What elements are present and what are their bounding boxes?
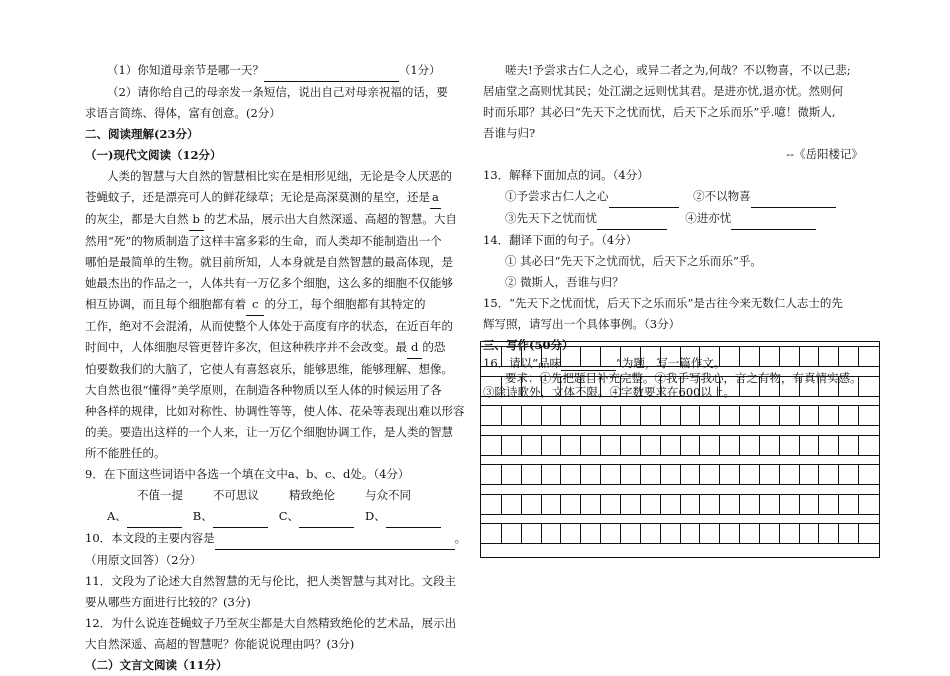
grid-row[interactable] [481,346,879,367]
grid-cell-divider [660,347,661,366]
grid-cell-divider [541,436,542,455]
grid-cell-divider [759,524,760,543]
grid-cell-divider [660,377,661,396]
question-12: 12．为什么说连苍蝇蚊子乃至灰尘都是大自然精致绝伦的艺术品，展示出 [85,616,457,630]
grid-cell-divider [779,465,780,484]
answer-blank[interactable] [609,186,679,208]
answer-blank-a[interactable] [127,506,182,528]
grid-cell-divider [739,465,740,484]
grid-row[interactable] [481,405,879,426]
grid-cell-divider [521,347,522,366]
grid-cell-divider [680,406,681,425]
grid-cell-divider [620,465,621,484]
grid-cell-divider [580,524,581,543]
grid-cell-divider [719,465,720,484]
grid-cell-divider [620,495,621,514]
grid-cell-divider [521,465,522,484]
question-13: 13．解释下面加点的词。（4分） [483,168,649,182]
grid-cell-divider [818,377,819,396]
grid-cell-divider [560,495,561,514]
grid-cell-divider [719,377,720,396]
grid-cell-divider [541,465,542,484]
grid-cell-divider [858,524,859,543]
grid-cell-divider [660,495,661,514]
grid-cell-divider [660,436,661,455]
grid-cell-divider [600,377,601,396]
question-9: 9．在下面这些词语中各选一个填在文中a、b、c、d处。（4分） [85,467,410,481]
left-column: （1）你知道母亲节是哪一天？ （1分） （2）请你给自己的母亲发一条短信，说出自己对母亲祝福的话，要 求语言简练、得体，富有创意。(2分） 二、阅读理解(23分） （一)现代文阅读（12分） 人类的智慧与大自然的智慧相比实在是相形见绌，无论是令人厌恶的 苍蝇蚊子，还是漂亮可人的鲜花绿草；无论是高深莫测的星空，还是 a 的灰尘，都是大自然 b 的艺术品，展示出大自然深遥、高超的智慧。大自 然用“死”的物质制造了这样丰富多彩的生命，而人类却不能制造出一个 哪怕是最简单的生物。就目前所知，人本身就是自然智慧的最高体现，是 她最杰出的作品之一，人体共有一万亿多个细胞，这么多的细胞不仅能够 相互协调，而且每个细胞都有着 c 的分工，每个细胞都有其特定的 工作，绝对不会混淆，从而使整个人体处于高度有序的状态，在近百年的 时间中，人体细胞尽管更替许多次，但这种秩序并不会改变。最 d 的恐 怕要数我们的大脑了，它使人有喜怒哀乐，能够思维，能够理解、想像。 大自然也很“懂得”美学原则，在制造各种物质以至人体的时候运用了各 种各样的规律，比如对称性、协调性等等，使人体、花朵等表现出难以形容 的美。要造出这样的一个人来，让一万亿个细胞协调工作，是人类的智慧 所不能胜任的。 9．在下面这些词语中各选一个填在文中a、b、c、d处。（4分） 不值一提 不可思议 精致绝伦 与众不同 A、 B、 C、 D、 10．本文段的主要内容是 。 （用原文回答）（2分） 11．文段为了论述大自然智慧的无与伦比，把人类智慧与其对比。文段主 要从哪些方面进行比较的？(3分) 12．为什么说连苍蝇蚊子乃至灰尘都是大自然精致绝伦的艺术品，展示出 大自然深遥、高超的智慧呢？你能说说理由吗？(3分) （二）文言文阅读（11分） [85,60,463,676]
grid-cell-divider [600,347,601,366]
grid-cell-divider [719,495,720,514]
grid-cell-divider [799,406,800,425]
grid-cell-divider [799,524,800,543]
grid-cell-divider [719,406,720,425]
grid-cell-divider [680,495,681,514]
grid-cell-divider [541,495,542,514]
grid-cell-divider [640,377,641,396]
grid-cell-divider [779,377,780,396]
word-choice: 不可思议 [213,488,259,502]
grid-row[interactable] [481,523,879,544]
answer-blank-b[interactable] [213,506,268,528]
grid-cell-divider [680,524,681,543]
grid-cell-divider [640,465,641,484]
grid-cell-divider [501,524,502,543]
grid-cell-divider [680,436,681,455]
grid-cell-divider [719,436,720,455]
answer-blank[interactable] [731,208,816,230]
grid-cell-divider [838,406,839,425]
blank-c: c [246,294,264,316]
word-choice: 与众不同 [365,488,411,502]
grid-cell-divider [620,406,621,425]
grid-cell-divider [560,465,561,484]
grid-cell-divider [580,465,581,484]
grid-cell-divider [600,495,601,514]
blank-b: b [189,209,204,231]
grid-cell-divider [620,347,621,366]
subsection-1-heading: （一)现代文阅读（12分） [85,148,222,162]
answer-blank[interactable] [597,208,667,230]
grid-cell-divider [838,495,839,514]
grid-cell-divider [799,377,800,396]
grid-cell-divider [640,524,641,543]
classical-passage: 嗟夫!予尝求古仁人之心，或异二者之为,何哉？不以物喜，不以己悲; [505,63,851,77]
grid-cell-divider [858,406,859,425]
grid-cell-divider [541,524,542,543]
grid-cell-divider [541,406,542,425]
grid-cell-divider [521,495,522,514]
grid-row[interactable] [481,494,879,515]
grid-cell-divider [779,406,780,425]
grid-cell-divider [779,436,780,455]
passage-source: --《岳阳楼记》 [786,147,863,161]
grid-cell-divider [739,436,740,455]
grid-cell-divider [858,347,859,366]
grid-cell-divider [560,524,561,543]
question-11: 11．文段为了论述大自然智慧的无与伦比，把人类智慧与其对比。文段主 [85,574,457,588]
grid-cell-divider [541,347,542,366]
grid-cell-divider [858,436,859,455]
question-7-2: （2）请你给自己的母亲发一条短信，说出自己对母亲祝福的话，要 [107,85,448,99]
grid-cell-divider [580,495,581,514]
grid-cell-divider [620,377,621,396]
writing-requirements: 要求：①先把题目补充完整。②我手写我心，言之有物，有真情实感。 [505,371,862,385]
answer-blank[interactable] [751,186,836,208]
grid-cell-divider [640,347,641,366]
answer-blank-c[interactable] [299,506,354,528]
question-16: 16．请以“品味 ”为题，写一篇作文。 [483,356,726,370]
grid-cell-divider [699,436,700,455]
grid-cell-divider [759,436,760,455]
grid-cell-divider [818,465,819,484]
word-choice: 精致绝伦 [289,488,335,502]
grid-cell-divider [620,524,621,543]
grid-cell-divider [818,406,819,425]
grid-cell-divider [501,406,502,425]
grid-cell-divider [818,347,819,366]
grid-cell-divider [640,495,641,514]
section-2-heading: 二、阅读理解(23分） [85,127,199,141]
grid-cell-divider [680,377,681,396]
grid-cell-divider [699,465,700,484]
grid-cell-divider [799,436,800,455]
grid-cell-divider [719,524,720,543]
grid-cell-divider [501,377,502,396]
grid-cell-divider [838,524,839,543]
grid-cell-divider [779,347,780,366]
grid-cell-divider [858,465,859,484]
question-14: 14．翻译下面的句子。（4分） [483,233,638,247]
grid-cell-divider [501,495,502,514]
grid-cell-divider [818,524,819,543]
question-7-1: （1）你知道母亲节是哪一天？ （1分） [85,60,463,82]
grid-cell-divider [560,436,561,455]
blank-a: a [430,187,441,209]
grid-cell-divider [739,495,740,514]
grid-row[interactable] [481,435,879,456]
grid-cell-divider [600,465,601,484]
grid-cell-divider [699,377,700,396]
answer-blank[interactable] [215,528,455,550]
grid-cell-divider [759,495,760,514]
grid-cell-divider [600,436,601,455]
grid-cell-divider [838,465,839,484]
grid-cell-divider [660,524,661,543]
grid-cell-divider [640,436,641,455]
blank-d: d [407,337,422,359]
grid-cell-divider [680,465,681,484]
grid-row[interactable] [481,464,879,485]
grid-cell-divider [779,524,780,543]
grid-cell-divider [838,436,839,455]
subsection-2-heading: （二）文言文阅读（11分） [85,658,228,672]
grid-cell-divider [818,495,819,514]
grid-cell-divider [719,347,720,366]
right-column: 嗟夫!予尝求古仁人之心，或异二者之为,何哉？不以物喜，不以己悲; 居庙堂之高则忧其民；处江湖之远则忧其君。是进亦忧,退亦忧。然则何 时而乐耶？其必曰“先天下之忧而忧，后天下之乐而乐”乎.噫！微斯人, 吾谁与归? --《岳阳楼记》 13．解释下面加点的词。（4分） ①予尝求古仁人之心 ②不以物喜 ③先天下之忧而忧 ④进亦忧 14．翻译下面的句子。（4分） ① 其必曰“先天下之忧而忧，后天下之乐而乐”乎。 ② 微斯人，吾谁与归？ 15．“先天下之忧而忧，后天下之乐而乐”是古往今来无数仁人志士的先 辉写照，请写出一个具体事例。（3分） 三、写作(50分） 16．请以“品味 ”为题，写一篇作文。 要求：①先把题目补充完整。②我手写我心，言之有物，有真情实感。 ③除诗歌外，文体不限。④字数要求在600以上。 [483,60,883,399]
grid-cell-divider [818,436,819,455]
grid-cell-divider [600,524,601,543]
grid-cell-divider [739,406,740,425]
grid-cell-divider [680,347,681,366]
grid-cell-divider [560,377,561,396]
grid-cell-divider [699,495,700,514]
grid-cell-divider [799,465,800,484]
grid-cell-divider [660,406,661,425]
grid-cell-divider [560,347,561,366]
grid-cell-divider [759,377,760,396]
grid-cell-divider [759,347,760,366]
grid-row[interactable] [481,376,879,397]
grid-cell-divider [541,377,542,396]
grid-cell-divider [521,524,522,543]
grid-cell-divider [739,377,740,396]
grid-cell-divider [699,406,700,425]
grid-cell-divider [600,406,601,425]
answer-blank[interactable] [264,60,399,82]
grid-cell-divider [501,465,502,484]
passage: 人类的智慧与大自然的智慧相比实在是相形见绌，无论是令人厌恶的 [107,169,452,183]
grid-cell-divider [620,436,621,455]
grid-cell-divider [759,465,760,484]
grid-cell-divider [858,377,859,396]
grid-cell-divider [799,347,800,366]
word-choice: 不值一提 [137,488,183,502]
grid-cell-divider [838,347,839,366]
grid-cell-divider [580,377,581,396]
grid-cell-divider [640,406,641,425]
grid-cell-divider [580,436,581,455]
grid-cell-divider [699,524,700,543]
grid-cell-divider [521,436,522,455]
grid-cell-divider [838,377,839,396]
grid-cell-divider [799,495,800,514]
grid-cell-divider [739,524,740,543]
grid-cell-divider [501,436,502,455]
grid-cell-divider [858,495,859,514]
grid-cell-divider [779,495,780,514]
word-choices [85,485,463,506]
section-3-heading: 三、写作(50分） [483,338,574,352]
composition-grid[interactable] [480,341,880,558]
grid-cell-divider [521,406,522,425]
grid-cell-divider [739,347,740,366]
grid-cell-divider [521,377,522,396]
grid-cell-divider [699,347,700,366]
grid-cell-divider [580,347,581,366]
answer-options: A、 B、 C、 D、 [85,506,463,528]
grid-cell-divider [660,465,661,484]
grid-cell-divider [501,347,502,366]
question-15: 15．“先天下之忧而忧，后天下之乐而乐”是古往今来无数仁人志士的先 [483,296,843,310]
grid-cell-divider [759,406,760,425]
answer-blank-d[interactable] [386,506,441,528]
question-10: 10．本文段的主要内容是 。 [85,528,463,550]
grid-cell-divider [560,406,561,425]
grid-cell-divider [580,406,581,425]
